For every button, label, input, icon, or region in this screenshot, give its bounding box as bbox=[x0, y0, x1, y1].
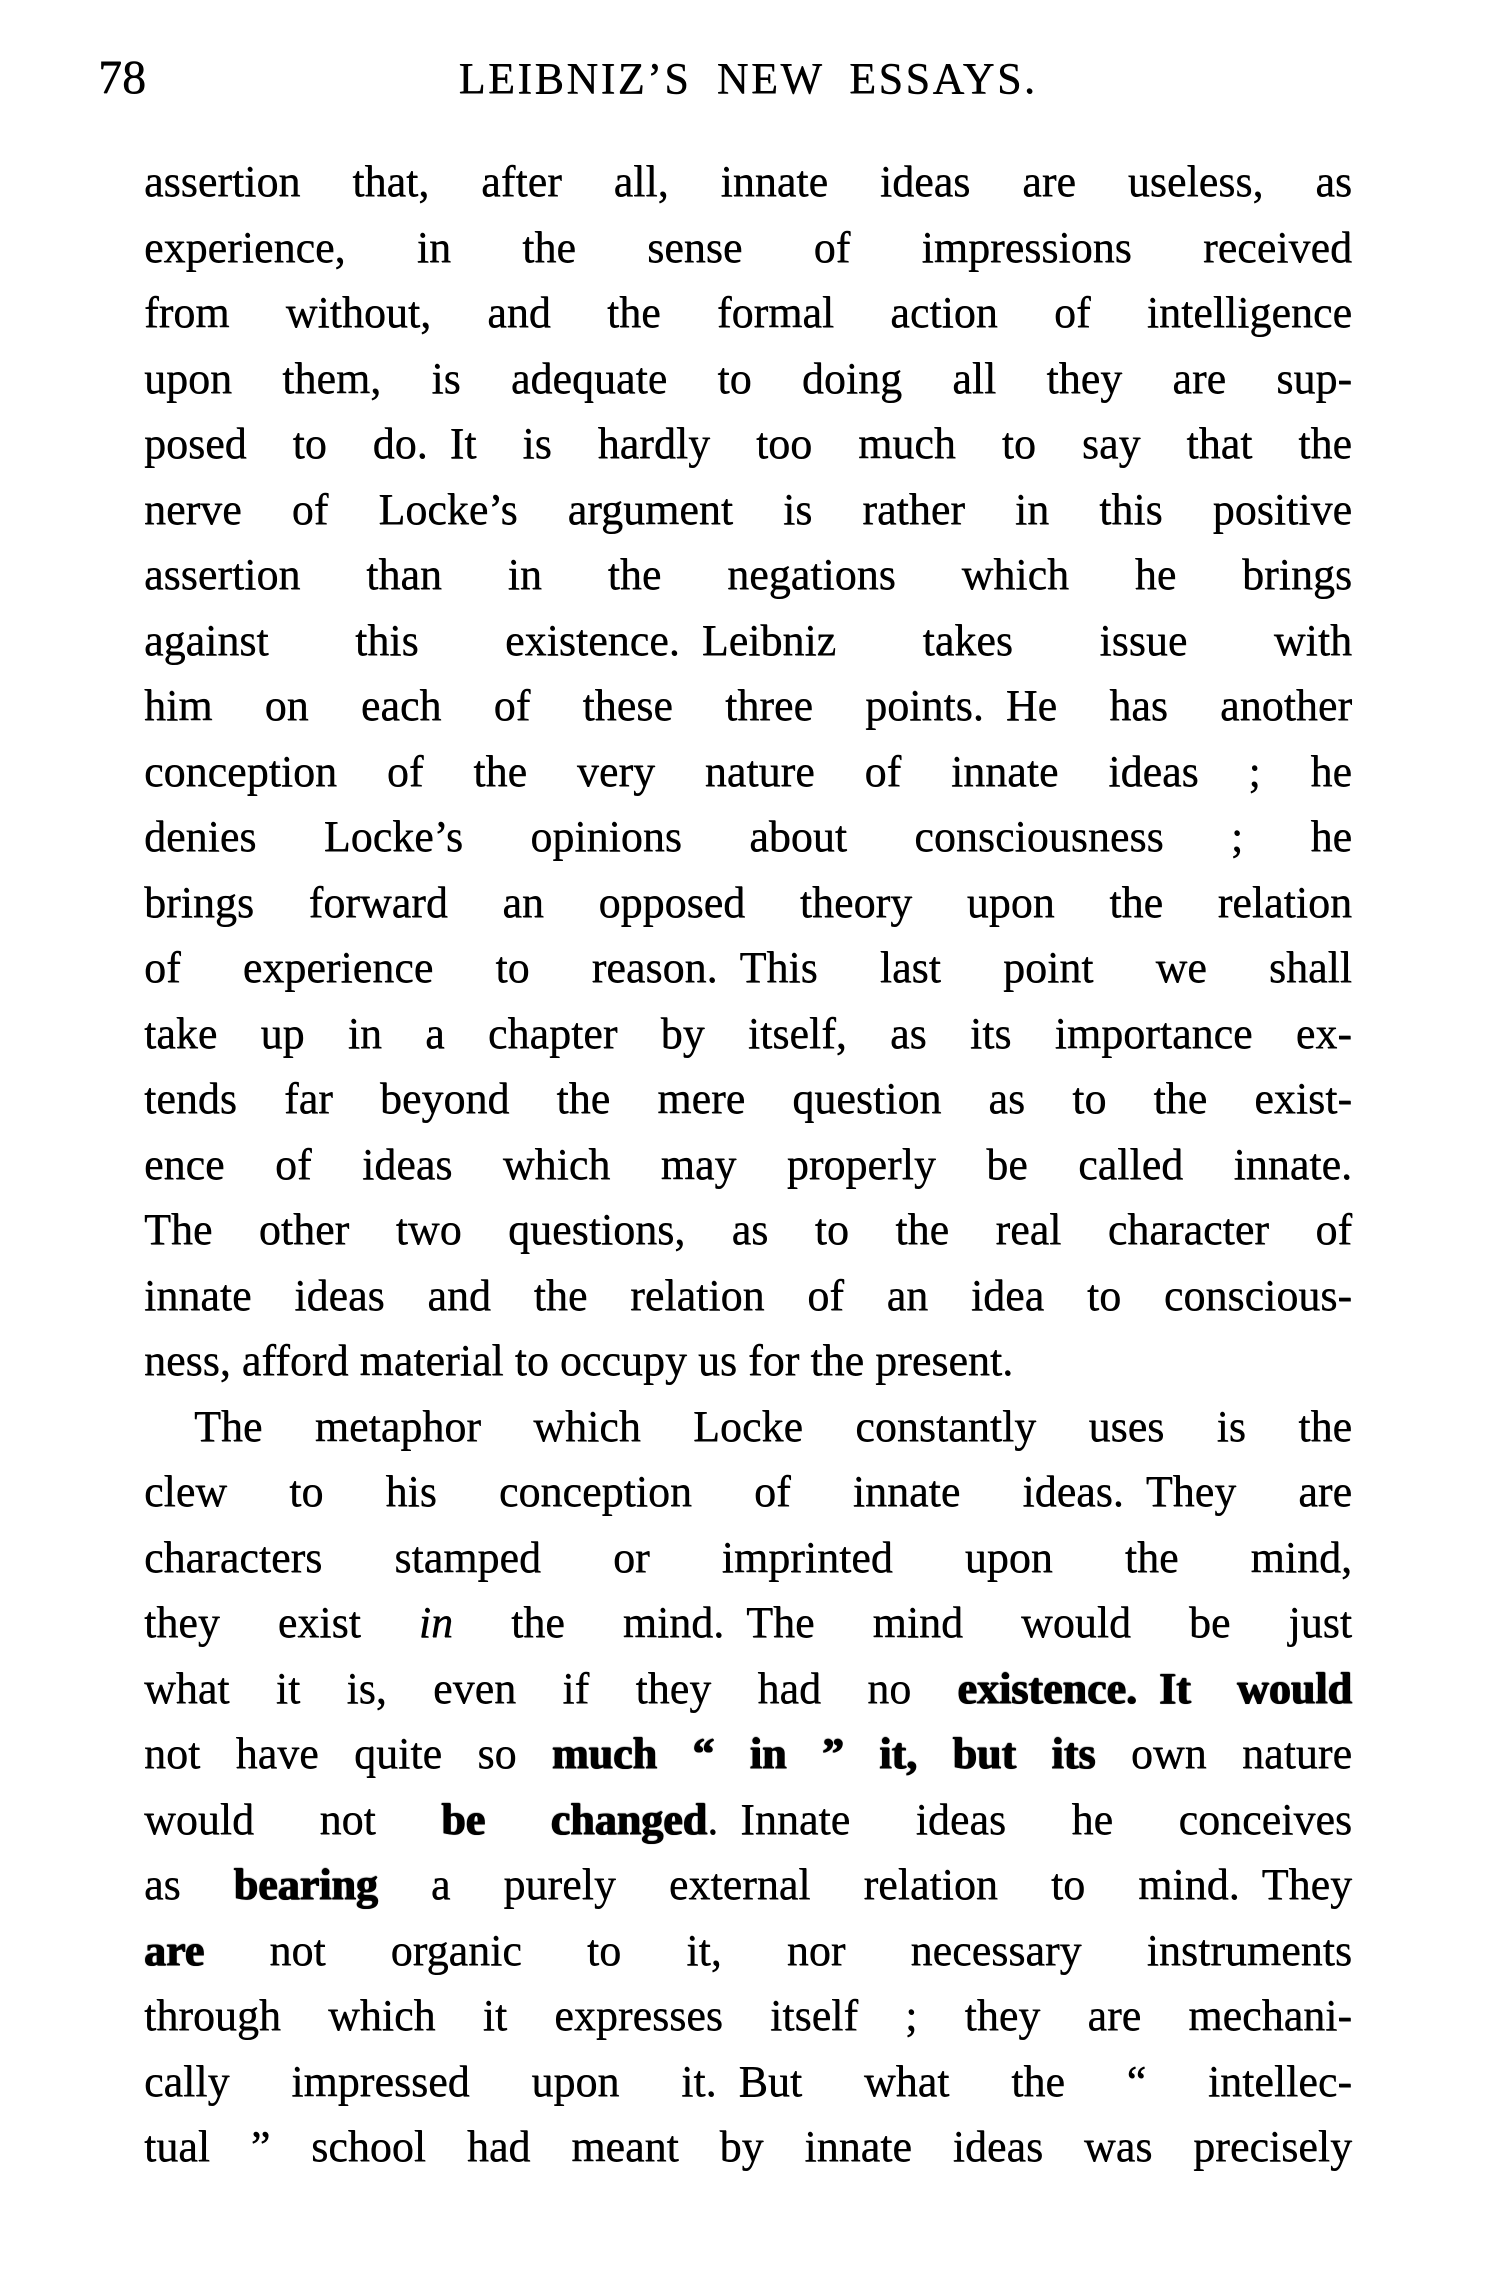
running-title: LEIBNIZ’S NEW ESSAYS. bbox=[458, 54, 1038, 103]
text-segment: him on each of these three points. He has another bbox=[144, 681, 1352, 730]
text-segment: ence of ideas which may properly be called innate. bbox=[144, 1139, 1352, 1189]
text-segment: tends far beyond the mere question as to the exist- bbox=[144, 1074, 1352, 1123]
text-segment: not organic to it, nor necessary instruments bbox=[204, 1925, 1352, 1975]
text-segment: tual ” school had meant by innate ideas was precisely bbox=[144, 2122, 1352, 2171]
text-line bbox=[144, 1001, 1352, 1067]
smeared-text: much “ in ” it, but its bbox=[551, 1729, 1096, 1778]
text-segment: as bbox=[144, 1860, 234, 1909]
smeared-text: existence. bbox=[957, 1663, 1138, 1713]
text-segment: not have quite so bbox=[144, 1729, 552, 1778]
text-segment: the mind. The mind would be just bbox=[453, 1598, 1352, 1647]
text-segment: upon them, is adequate to doing all they are sup- bbox=[144, 353, 1352, 403]
text-line bbox=[144, 280, 1352, 346]
text-segment: innate ideas and the relation of an idea to conscious- bbox=[144, 1270, 1352, 1320]
text-segment: clew to his conception of innate ideas. They are bbox=[144, 1467, 1352, 1516]
text-segment: through which it expresses itself ; they are mechani- bbox=[144, 1991, 1352, 2040]
text-segment: against this existence. Leibniz takes issue with bbox=[144, 615, 1352, 665]
text-line bbox=[144, 608, 1352, 674]
text-line bbox=[144, 542, 1352, 608]
text-segment: they exist bbox=[144, 1598, 419, 1647]
text-segment: would not bbox=[144, 1794, 442, 1844]
smeared-text: are bbox=[144, 1925, 205, 1975]
text-segment: own nature bbox=[1095, 1729, 1352, 1778]
text-segment: assertion than in the negations which he brings bbox=[144, 550, 1352, 599]
text-line bbox=[144, 1656, 1352, 1722]
text-segment: what it is, even if they had no bbox=[144, 1663, 958, 1713]
text-segment: take up in a chapter by itself, as its importance ex- bbox=[144, 1008, 1352, 1058]
paragraph bbox=[144, 149, 1352, 1394]
text-line bbox=[144, 1132, 1352, 1198]
text-line bbox=[144, 1721, 1352, 1787]
text-line bbox=[144, 1525, 1352, 1591]
text-line bbox=[144, 673, 1352, 739]
text-segment: characters stamped or imprinted upon the mind, bbox=[144, 1532, 1352, 1582]
text-segment: cally impressed upon it. But what the “ intellec- bbox=[144, 2056, 1352, 2106]
text-segment: denies Locke’s opinions about consciousness ; he bbox=[144, 812, 1352, 861]
text-line bbox=[144, 411, 1352, 477]
text-segment: posed to do. It is hardly too much to say that the bbox=[144, 419, 1352, 468]
smeared-text: It would bbox=[1159, 1663, 1353, 1713]
text-line bbox=[144, 477, 1352, 543]
text-segment: ness, afford material to occupy us for the present. bbox=[144, 1336, 1014, 1385]
text-segment: The other two questions, as to the real character of bbox=[144, 1205, 1352, 1254]
text-segment: assertion that, after all, innate ideas are useless, as bbox=[144, 157, 1352, 206]
text-line bbox=[144, 1852, 1352, 1918]
text-segment: conception of the very nature of innate ideas ; he bbox=[144, 746, 1352, 796]
text-line bbox=[144, 1459, 1352, 1525]
text-segment bbox=[1137, 1664, 1159, 1713]
italic-text: in bbox=[418, 1598, 454, 1647]
text-line bbox=[144, 1328, 1352, 1394]
text-segment: of experience to reason. This last point we shall bbox=[144, 943, 1352, 992]
text-line bbox=[144, 1263, 1352, 1329]
page-header bbox=[98, 51, 1352, 106]
text-line bbox=[144, 1983, 1352, 2049]
text-line bbox=[144, 739, 1352, 805]
text-line bbox=[144, 935, 1352, 1001]
text-line bbox=[144, 2114, 1352, 2180]
text-segment: from without, and the formal action of intelligence bbox=[144, 288, 1352, 337]
page-body bbox=[144, 149, 1352, 2180]
text-line bbox=[144, 1787, 1352, 1853]
text-line bbox=[144, 1590, 1352, 1656]
text-segment: . Innate ideas he conceives bbox=[707, 1794, 1352, 1844]
text-line bbox=[144, 346, 1352, 412]
text-segment: nerve of Locke’s argument is rather in this positive bbox=[144, 484, 1352, 534]
text-line bbox=[144, 215, 1352, 281]
text-line bbox=[144, 1197, 1352, 1263]
text-segment: brings forward an opposed theory upon the relation bbox=[144, 877, 1352, 927]
text-line bbox=[144, 1394, 1352, 1460]
smeared-text: bearing bbox=[233, 1860, 378, 1909]
smeared-text: be changed bbox=[441, 1794, 708, 1844]
text-line bbox=[144, 149, 1352, 215]
text-line bbox=[144, 804, 1352, 870]
text-line bbox=[144, 1066, 1352, 1132]
text-segment: experience, in the sense of impressions received bbox=[144, 222, 1352, 272]
page-number: 78 bbox=[98, 51, 146, 104]
text-line bbox=[144, 2049, 1352, 2115]
text-segment: a purely external relation to mind. They bbox=[377, 1860, 1352, 1909]
text-line bbox=[144, 870, 1352, 936]
paragraph bbox=[144, 1394, 1352, 2180]
text-line bbox=[144, 1918, 1352, 1984]
text-segment: The metaphor which Locke constantly uses is the bbox=[194, 1401, 1352, 1451]
